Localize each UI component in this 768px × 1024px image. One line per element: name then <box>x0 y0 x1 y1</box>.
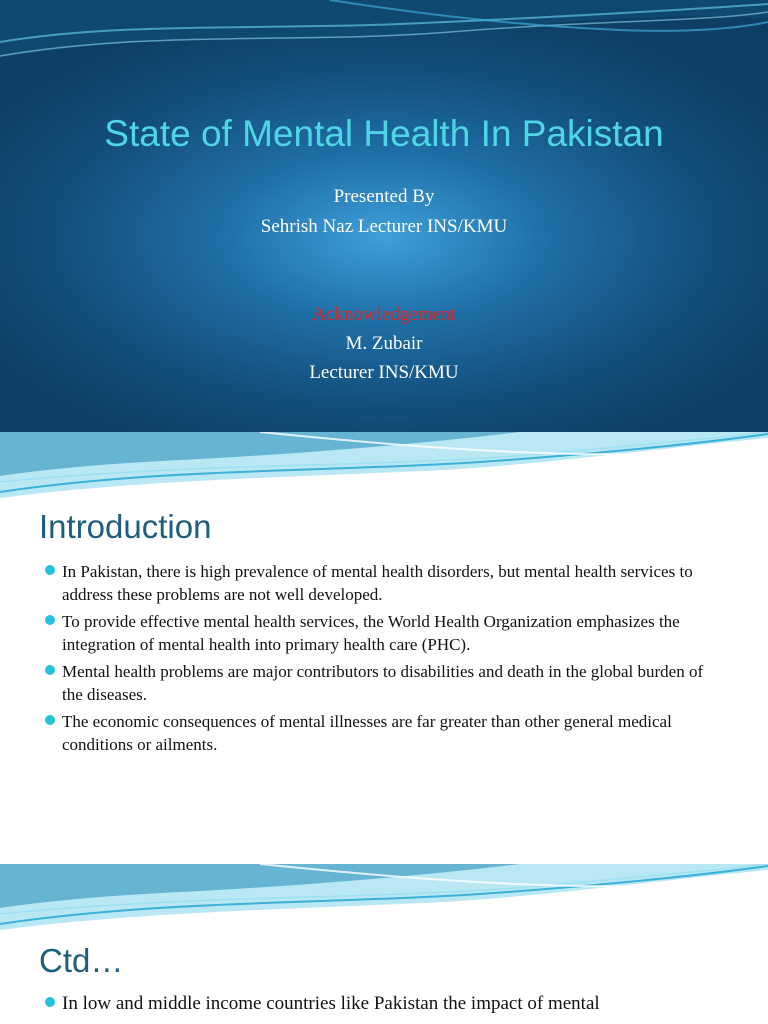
bullet-icon <box>45 715 55 725</box>
bullet-item <box>45 610 725 656</box>
bullet-text: In Pakistan, there is high prevalence of mental health disorders, but mental health services to address these problems are not well developed. <box>62 562 693 604</box>
bullet-icon <box>45 665 55 675</box>
bullet-icon <box>45 997 55 1007</box>
bullet-item <box>45 992 725 1016</box>
bullet-item <box>45 660 725 706</box>
decorative-waves <box>0 864 768 934</box>
bullet-text: The economic consequences of mental illnesses are far greater than other general medical conditions or ailments. <box>62 712 672 754</box>
slide-heading: Introduction <box>39 508 212 545</box>
bullet-text: Mental health problems are major contributors to disabilities and death in the global burden of the diseases. <box>62 662 704 704</box>
title-slide <box>0 0 768 432</box>
bullet-item <box>45 560 725 606</box>
introduction-slide <box>0 432 768 864</box>
bullet-list <box>45 560 725 760</box>
decorative-waves <box>0 432 768 502</box>
acknowledged-name: M. Zubair <box>345 333 423 354</box>
presenter-name: Sehrish Naz Lecturer INS/KMU <box>260 216 508 237</box>
bullet-text: To provide effective mental health services, the World Health Organization emphasizes the integration of mental health into primary health care (PHC). <box>62 612 680 654</box>
decorative-waves <box>0 0 768 80</box>
bullet-text: In low and middle income countries like Pakistan the impact of mental <box>62 993 600 1014</box>
acknowledged-role: Lecturer INS/KMU <box>309 362 459 383</box>
continued-slide <box>0 864 768 1024</box>
bullet-item <box>45 710 725 756</box>
bullet-icon <box>45 565 55 575</box>
bullet-list <box>45 992 725 1020</box>
presented-by-label: Presented By <box>333 186 435 207</box>
acknowledgement-heading: Acknowledgement <box>312 304 456 325</box>
presentation-title: State of Mental Health In Pakistan <box>104 113 664 154</box>
bullet-icon <box>45 615 55 625</box>
slide-heading: Ctd… <box>39 942 124 979</box>
